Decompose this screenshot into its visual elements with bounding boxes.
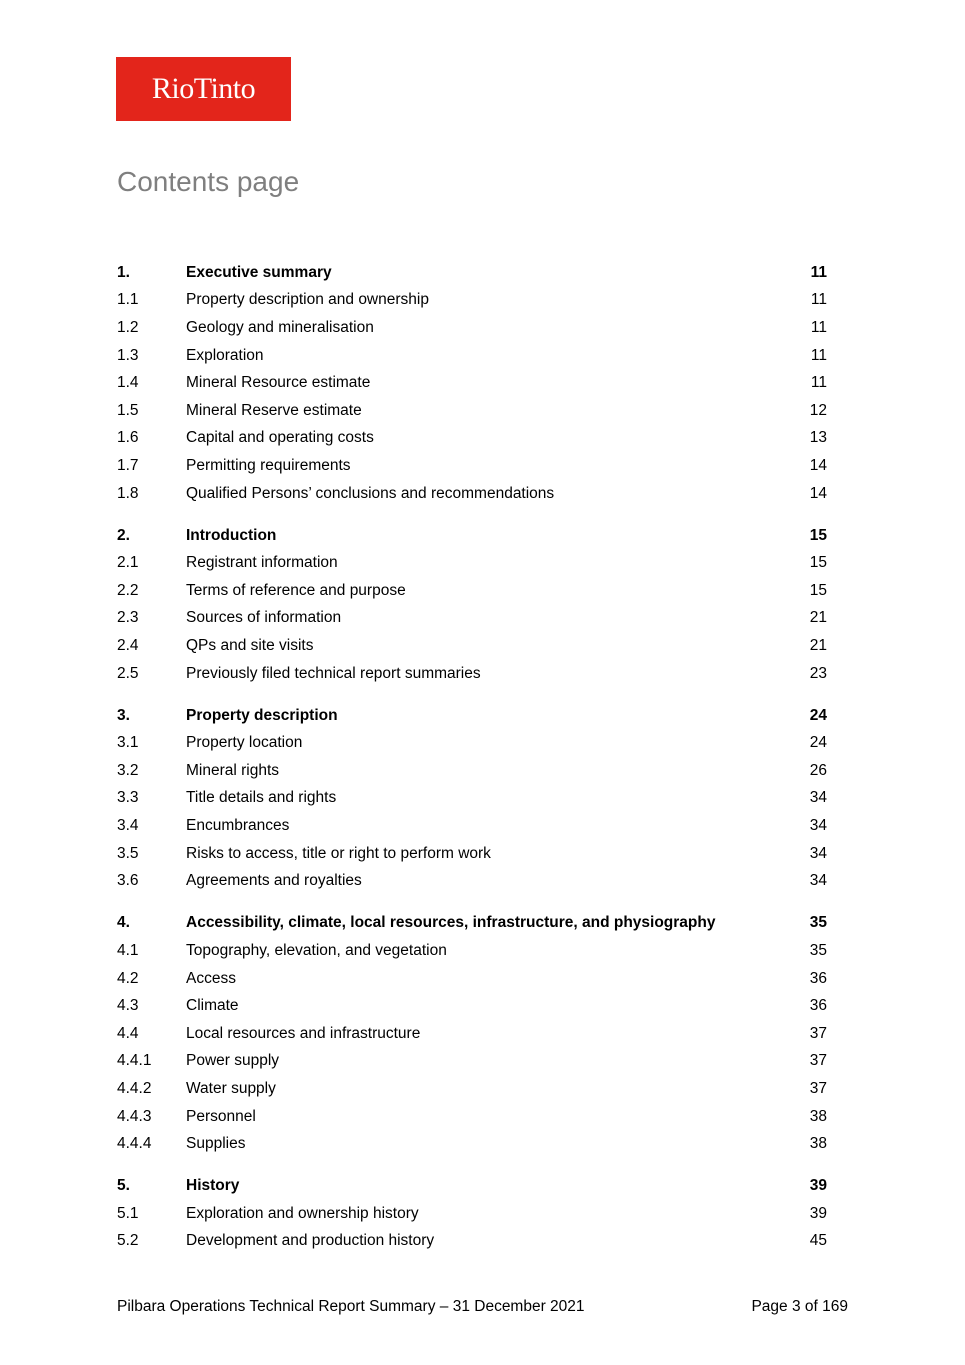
toc-entry-number: 2.: [117, 526, 130, 544]
toc-entry-title: Topography, elevation, and vegetation: [186, 941, 447, 959]
toc-entry-title: QPs and site visits: [186, 637, 314, 655]
toc-entry-number: 1.4: [117, 374, 139, 392]
toc-entry-title: Exploration: [186, 346, 264, 364]
toc-entry-title: Climate: [186, 997, 239, 1015]
toc-entry-page: 36: [809, 997, 827, 1015]
toc-entry-page: 35: [809, 941, 827, 959]
toc-entry[interactable]: [117, 369, 827, 397]
toc-entry-page: 35: [809, 914, 827, 932]
toc-entry-number: 3.1: [117, 734, 139, 752]
toc-entry[interactable]: [117, 1075, 827, 1103]
toc-entry[interactable]: [117, 605, 827, 633]
toc-entry-page: 34: [809, 817, 827, 835]
toc-entry-page: 24: [809, 734, 827, 752]
toc-entry[interactable]: [117, 785, 827, 813]
toc-entry-number: 1.8: [117, 484, 139, 502]
toc-entry-number: 1.5: [117, 401, 139, 419]
toc-entry-number: 2.4: [117, 637, 139, 655]
toc-entry[interactable]: [117, 730, 827, 758]
toc-entry-number: 1.1: [117, 291, 139, 309]
footer-document-title: Pilbara Operations Technical Report Summary – 31 December 2021: [117, 1298, 585, 1315]
toc-entry-title: Access: [186, 969, 236, 987]
toc-entry-title: Previously filed technical report summaries: [186, 664, 481, 682]
toc-entry-page: 34: [809, 844, 827, 862]
toc-section-heading[interactable]: [117, 1172, 827, 1200]
toc-entry[interactable]: [117, 1103, 827, 1131]
toc-entry[interactable]: [117, 480, 827, 508]
toc-entry-title: Water supply: [186, 1079, 276, 1097]
page-footer: [117, 1298, 848, 1316]
toc-entry[interactable]: [117, 992, 827, 1020]
toc-entry[interactable]: [117, 1020, 827, 1048]
toc-entry-title: Risks to access, title or right to perform work: [186, 844, 491, 862]
toc-entry-page: 15: [809, 554, 827, 572]
toc-entry-title: Geology and mineralisation: [186, 318, 374, 336]
toc-entry-number: 5.2: [117, 1232, 139, 1250]
toc-entry-number: 3.3: [117, 789, 139, 807]
toc-entry[interactable]: [117, 549, 827, 577]
toc-entry-page: 11: [810, 263, 827, 281]
toc-entry[interactable]: [117, 397, 827, 425]
toc-section: [117, 522, 827, 688]
toc-entry-number: 3.4: [117, 817, 139, 835]
toc-entry[interactable]: [117, 1130, 827, 1158]
toc-entry-title: Development and production history: [186, 1232, 435, 1250]
toc-entry-title: Power supply: [186, 1052, 280, 1070]
toc-entry-title: Property description and ownership: [186, 291, 429, 309]
toc-entry[interactable]: [117, 812, 827, 840]
toc-entry-title: Personnel: [186, 1107, 256, 1125]
toc-entry-title: Executive summary: [186, 263, 332, 281]
toc-section: [117, 702, 827, 895]
toc-entry-number: 4.2: [117, 969, 139, 987]
toc-entry-number: 3.: [117, 706, 130, 724]
toc-entry-page: 11: [810, 374, 827, 392]
toc-entry-title: Registrant information: [186, 554, 338, 572]
toc-entry-number: 4.4.1: [117, 1052, 152, 1070]
toc-entry-page: 24: [809, 706, 827, 724]
toc-entry[interactable]: [117, 965, 827, 993]
toc-entry-number: 4.1: [117, 941, 139, 959]
toc-entry-title: Introduction: [186, 526, 277, 544]
toc-entry-number: 3.2: [117, 761, 139, 779]
toc-entry-page: 23: [809, 664, 827, 682]
toc-entry-title: Mineral Reserve estimate: [186, 401, 362, 419]
toc-entry-page: 15: [809, 526, 827, 544]
toc-entry-page: 36: [809, 969, 827, 987]
toc-entry-number: 4.: [117, 914, 130, 932]
toc-entry-title: Sources of information: [186, 609, 342, 627]
toc-entry-number: 1.2: [117, 318, 139, 336]
toc-entry-page: 14: [809, 456, 827, 474]
toc-entry-page: 26: [809, 761, 827, 779]
toc-entry[interactable]: [117, 1048, 827, 1076]
toc-entry-number: 4.4.4: [117, 1135, 152, 1153]
toc-entry-number: 2.5: [117, 664, 139, 682]
toc-entry-page: 45: [809, 1232, 827, 1250]
toc-entry-title: Capital and operating costs: [186, 429, 374, 447]
toc-entry[interactable]: [117, 937, 827, 965]
toc-entry-number: 2.2: [117, 581, 139, 599]
page-title: Contents page: [117, 166, 300, 197]
toc-entry-number: 5.1: [117, 1204, 139, 1222]
toc-entry-title: Mineral Resource estimate: [186, 374, 371, 392]
footer-page-number: Page 3 of 169: [751, 1298, 848, 1315]
toc-entry-page: 11: [810, 291, 827, 309]
toc-section-heading[interactable]: [117, 522, 827, 550]
toc-entry[interactable]: [117, 287, 827, 315]
toc-entry-page: 37: [809, 1052, 827, 1070]
toc-entry-title: Property description: [186, 706, 338, 724]
toc-entry[interactable]: [117, 1228, 827, 1256]
toc-entry-number: 4.4: [117, 1024, 139, 1042]
toc-entry-page: 38: [809, 1135, 827, 1153]
toc-entry-title: Local resources and infrastructure: [186, 1024, 421, 1042]
toc-entry-title: Permitting requirements: [186, 456, 351, 474]
toc-entry-title: Title details and rights: [186, 789, 337, 807]
toc-section-heading[interactable]: [117, 259, 827, 287]
toc-entry-page: 37: [809, 1079, 827, 1097]
toc-entry-title: Agreements and royalties: [186, 872, 362, 890]
toc-entry-page: 21: [809, 637, 827, 655]
rio-tinto-logo: RioTinto: [116, 57, 291, 121]
toc-entry-number: 1.3: [117, 346, 139, 364]
toc-entry[interactable]: [117, 452, 827, 480]
toc-entry-number: 4.4.3: [117, 1107, 152, 1125]
toc-entry-page: 39: [809, 1177, 827, 1195]
toc-entry-page: 11: [810, 318, 827, 336]
toc-entry-page: 21: [809, 609, 827, 627]
toc-entry-number: 3.5: [117, 844, 139, 862]
toc-entry-number: 1.7: [117, 456, 139, 474]
toc-entry-page: 37: [809, 1024, 827, 1042]
toc-entry-page: 39: [809, 1204, 827, 1222]
toc-entry-title: Mineral rights: [186, 761, 280, 779]
toc-entry-number: 4.3: [117, 997, 139, 1015]
toc-entry-page: 34: [809, 789, 827, 807]
toc-entry[interactable]: [117, 660, 827, 688]
toc-entry-title: Qualified Persons’ conclusions and recommendations: [186, 484, 555, 502]
toc-entry-number: 1.: [117, 263, 130, 281]
toc-entry-title: History: [186, 1177, 240, 1195]
toc-section: [117, 910, 827, 1158]
toc-entry-page: 15: [809, 581, 827, 599]
toc-entry[interactable]: [117, 840, 827, 868]
toc-entry-page: 11: [810, 346, 827, 364]
toc-section-heading[interactable]: [117, 702, 827, 730]
toc-entry-title: Accessibility, climate, local resources, infrastructure, and physiography: [186, 914, 716, 932]
toc-entry-title: Property location: [186, 734, 303, 752]
toc-entry[interactable]: [117, 867, 827, 895]
toc-entry-page: 14: [809, 484, 827, 502]
toc-entry-title: Terms of reference and purpose: [186, 581, 406, 599]
toc-entry-number: 1.6: [117, 429, 139, 447]
toc-entry-page: 34: [809, 872, 827, 890]
toc-entry-title: Exploration and ownership history: [186, 1204, 419, 1222]
toc-entry[interactable]: [117, 1200, 827, 1228]
toc-section-heading[interactable]: [117, 910, 827, 938]
toc-entry-number: 5.: [117, 1177, 130, 1195]
toc-entry[interactable]: [117, 425, 827, 453]
toc-entry[interactable]: [117, 577, 827, 605]
table-of-contents: [117, 259, 827, 1270]
toc-entry-number: 2.1: [117, 554, 139, 572]
toc-entry-number: 3.6: [117, 872, 139, 890]
toc-entry-page: 12: [809, 401, 827, 419]
toc-entry-number: 4.4.2: [117, 1079, 152, 1097]
toc-section: [117, 1172, 827, 1255]
toc-entry[interactable]: [117, 757, 827, 785]
toc-entry-title: Encumbrances: [186, 817, 290, 835]
toc-section: [117, 259, 827, 507]
toc-entry[interactable]: [117, 342, 827, 370]
toc-entry-page: 38: [809, 1107, 827, 1125]
toc-entry[interactable]: [117, 314, 827, 342]
toc-entry-page: 13: [809, 429, 827, 447]
toc-entry[interactable]: [117, 632, 827, 660]
toc-entry-title: Supplies: [186, 1135, 246, 1153]
toc-entry-number: 2.3: [117, 609, 139, 627]
